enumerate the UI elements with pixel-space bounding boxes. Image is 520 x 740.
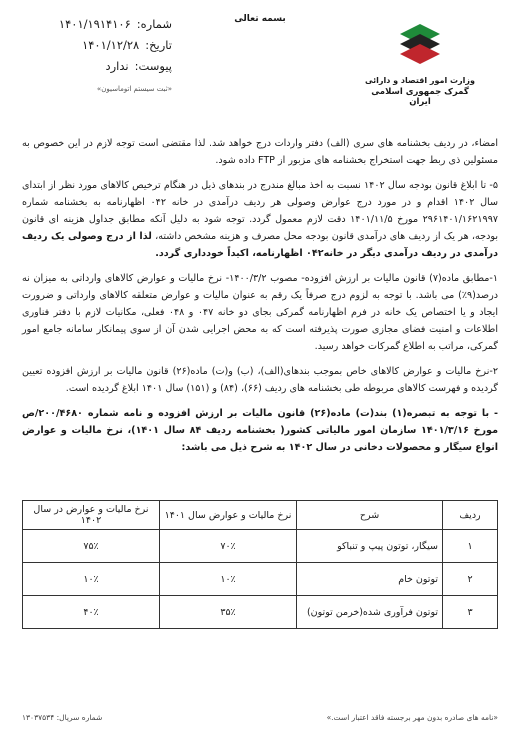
header-desc: شرح [297, 501, 443, 530]
letter-body [22, 135, 498, 464]
number-value: ۱۴۰۱/۱۹۱۴۱۰۶ [58, 17, 131, 31]
customs-logo-icon [396, 20, 444, 68]
attachment-label: پیوست: [134, 59, 172, 73]
row-no: ۲ [443, 563, 498, 596]
serial-number: ۱۳۰۳۷۵۳۴ [22, 713, 55, 722]
attachment-value: ندارد [105, 59, 129, 73]
footer-validity-note: «نامه های صادره بدون مهر برجسته فاقد اعتبار است.» [326, 713, 498, 722]
table-row [23, 530, 498, 563]
row-rate-1401: ۷۰٪ [160, 530, 297, 563]
paragraph-2-emphasis: لذا از درج وصولی یک ردیف درآمدی در ردیف درآمدی دیگر در خانه۰۴۲ اظهارنامه، اکیداً خودداری گردد. [22, 231, 498, 259]
table-header-row [23, 501, 498, 530]
basmala-heading: بسمه تعالی [234, 14, 286, 24]
serial-label: شماره سریال: [56, 713, 103, 722]
date-label: تاریخ: [145, 38, 172, 52]
system-note: «ثبت سیستم اتوماسیون» [96, 85, 172, 93]
tobacco-rates-table [22, 500, 498, 629]
paragraph-4: ۲-نرخ مالیات و عوارض کالاهای خاص بموجب بندهای(الف)، (ب) و(ت) ماده(۲۶) قانون مالیات بر ارزش افزوده تعیین گردیده و فهرست کالاهای مربوطه طی بخشنامه های ردیف (۶۶)، (۸۴) و (۱۵۱) سال ۱۴۰۱ ابلاغ گردیده است. [22, 366, 498, 394]
paragraph-1: امضاء، در ردیف بخشنامه های سری (الف) دفتر واردات درج خواهد شد. لذا مقتضی است توجه لازم در این خصوص به مسئولین ذی ربط جهت استخراج بخشنامه های مزبور از FTP داده شود. [22, 138, 498, 166]
row-no: ۳ [443, 596, 498, 629]
table-row [23, 596, 498, 629]
paragraph-2 [22, 177, 498, 262]
org-header [360, 20, 480, 107]
header-rate-1402: نرخ مالیات و عوارض در سال ۱۴۰۲ [23, 501, 160, 530]
table-row [23, 563, 498, 596]
row-rate-1402: ۱۰٪ [23, 563, 160, 596]
paragraph-3: ۱-مطابق ماده(۷) قانون مالیات بر ارزش افزوده- مصوب ۱۴۰۰/۳/۲- نرخ مالیات و عوارض کالاهای وارداتی به میزان نه درصد(۹٪) می باشد. با توجه به لزوم درج صرفاً یک رقم به عنوان مالیات و عوارض متعلقه کالاهای وارداتی و ضرورت ایجاد و یا اختصاص یک خانه در فرم اظهارنامه گمرکی بجای دو خانه ۰۴۷ و ۰۴۸ فعلی، مکانیات لازم با دفتر فناوری اطلاعات و امنیت فضای مجازی صورت پذیرفته است که به محض اجرایی شدن آن از سوی پیمانکار سامانه جامع امور گمرکی، مراتب به اطلاع گمرکات خواهد رسید. [22, 273, 499, 352]
row-no: ۱ [443, 530, 498, 563]
row-desc: توتون فرآوری شده(خرمن توتون) [297, 596, 443, 629]
attachment-row [22, 56, 172, 77]
row-rate-1402: ۷۵٪ [23, 530, 160, 563]
number-label: شماره: [136, 17, 172, 31]
footer-serial [22, 713, 102, 722]
header-rate-1401: نرخ مالیات و عوارض سال ۱۴۰۱ [160, 501, 297, 530]
row-rate-1401: ۱۰٪ [160, 563, 297, 596]
customs-name: گمرک جمهوری اسلامی ایران [371, 87, 469, 107]
letter-footer [22, 713, 498, 722]
paragraph-5: - با توجه به تبصره(۱) بند(ت) ماده(۲۶) قانون مالیات بر ارزش افزوده و نامه شماره ۲۰۰/۴۶۸۰/ص مورخ ۱۴۰۱/۳/۱۶ سازمان امور مالیاتی کشور( بخشنامه ردیف ۸۴ سال ۱۴۰۱)، نرخ مالیات و عوارض انواع سیگار و محصولات دخانی در سال ۱۴۰۲ به شرح ذیل می باشد: [22, 408, 499, 453]
row-desc: توتون خام [297, 563, 443, 596]
row-desc: سیگار، توتون پیپ و تنباکو [297, 530, 443, 563]
ministry-name: وزارت امور اقتصاد و دارائی [365, 76, 475, 85]
letter-meta [22, 14, 172, 100]
paragraph-2-text: ۵- تا ابلاغ قانون بودجه سال ۱۴۰۲ نسبت به اخذ مبالغ مندرج در بندهای ذیل در هنگام ترخیص کالاهای مورد نظر از ابتدای سال ۱۴۰۲ اقدام و در مورد درج عوارض وصولی هر ردیف درآمدی در خانه ۰۴۲ اظهارنامه به بخشنامه شماره ۲۹۶۱۴۰۱/۱۶۲۱۹۹۷ مورخ ۱۴۰۱/۱۱/۵ دقت لازم معمول گردد. توجه شود به دلیل آنکه مطابق جداول هزینه ای قانون بودجه، هر یک از ردیف های درآمدی قانون بودجه محل مصرف و هزینه مشخص داشته، [22, 180, 499, 242]
header-row-no: ردیف [443, 501, 498, 530]
row-rate-1402: ۴۰٪ [23, 596, 160, 629]
date-row [22, 35, 172, 56]
date-value: ۱۴۰۱/۱۲/۲۸ [82, 38, 140, 52]
number-row [22, 14, 172, 35]
row-rate-1401: ۳۵٪ [160, 596, 297, 629]
